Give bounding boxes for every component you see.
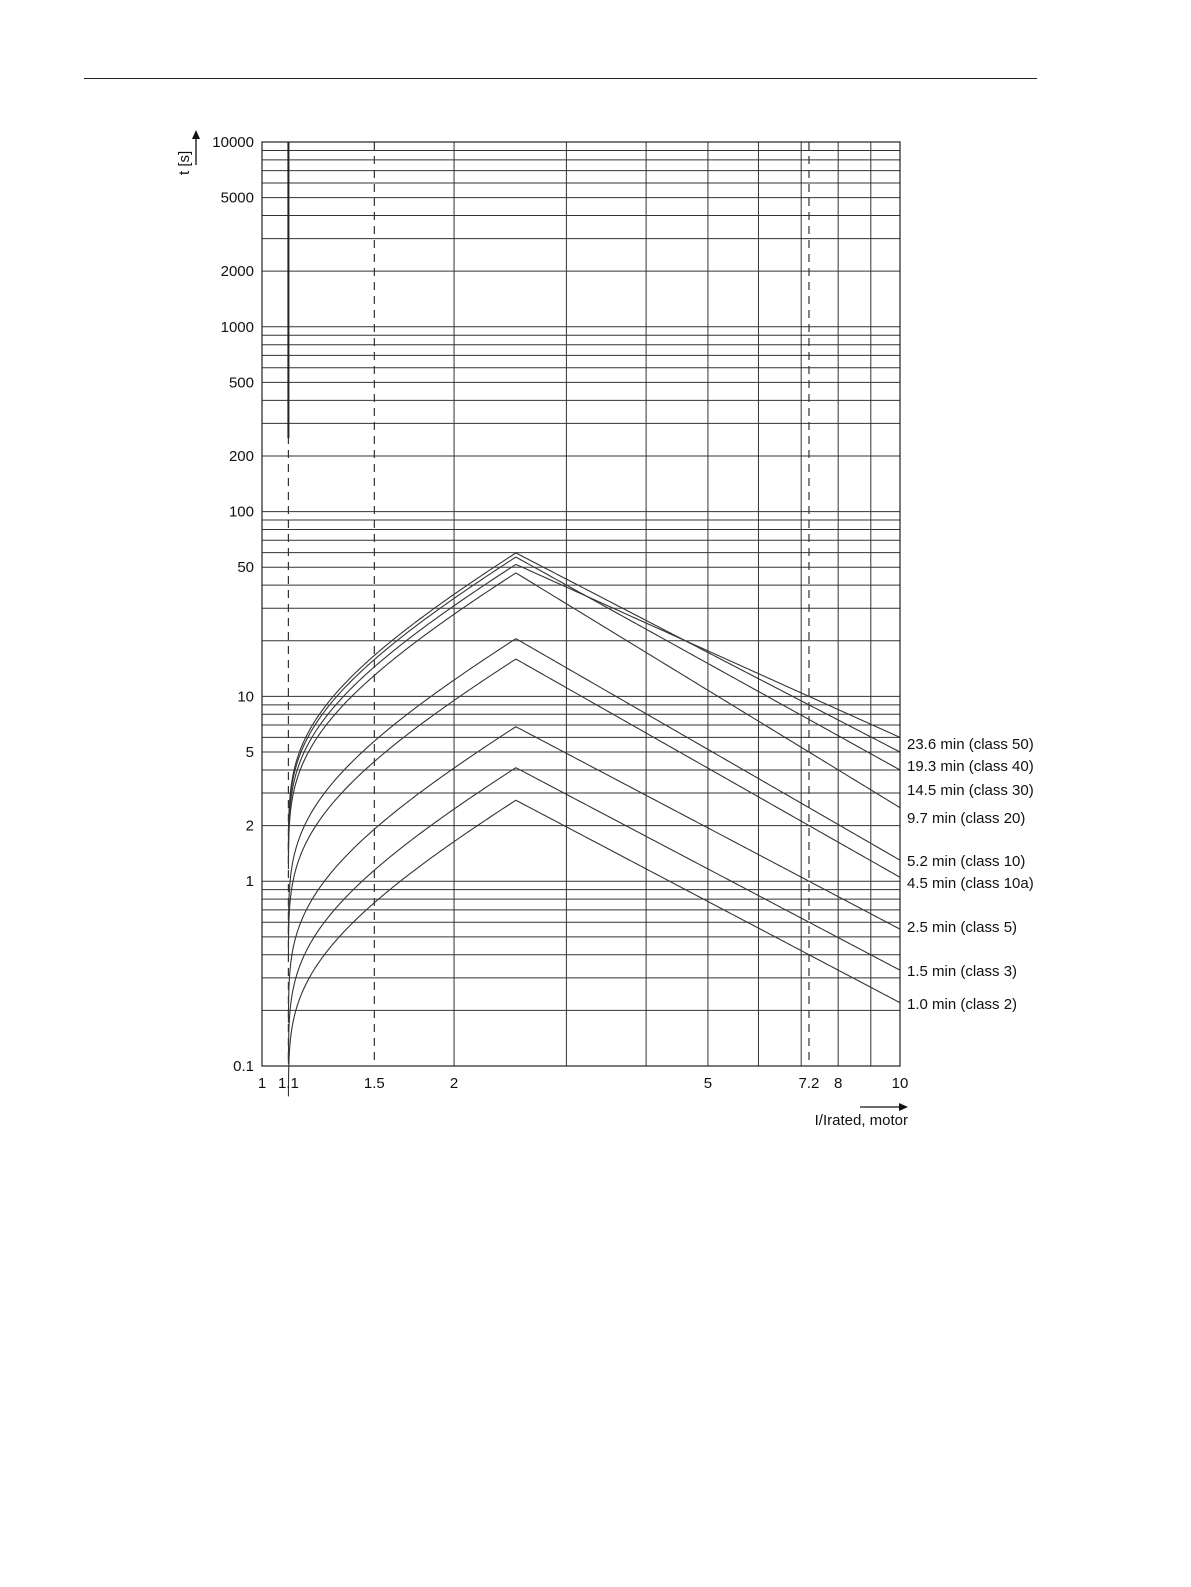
x-tick-labels (258, 1075, 909, 1092)
x-axis-arrow-icon (899, 1103, 908, 1111)
curve-labels (907, 736, 1034, 1013)
x-tick-label: 1.5 (363, 1075, 385, 1092)
y-tick-label: 50 (237, 559, 254, 577)
x-axis-label: I/Irated, motor (814, 1112, 908, 1129)
curve-label: 5.2 min (class 10) (907, 853, 1026, 870)
x-tick-label: 10 (891, 1075, 909, 1092)
x-tick-label: 8 (833, 1075, 843, 1092)
curve-label: 2.5 min (class 5) (907, 919, 1018, 936)
y-tick-label: 1 (245, 873, 254, 891)
y-tick-label: 10000 (212, 134, 254, 151)
curve-label: 1.5 min (class 3) (907, 963, 1018, 980)
curve-9 (288, 800, 900, 1096)
y-tick-label: 5 (245, 744, 254, 762)
y-tick-label: 1000 (220, 318, 254, 336)
y-axis-arrow-icon (192, 130, 200, 139)
x-tick-label: 1.1 (277, 1075, 299, 1092)
y-tick-label: 100 (228, 503, 254, 521)
curve-label: 14.5 min (class 30) (907, 782, 1034, 799)
y-tick-label: 2 (245, 817, 254, 835)
curve-label: 1.0 min (class 2) (907, 996, 1018, 1013)
curve-8 (288, 768, 900, 1064)
y-tick-label: 2000 (220, 263, 254, 281)
y-tick-label: 0.1 (233, 1058, 254, 1075)
plot-border (262, 142, 900, 1066)
curve-label: 4.5 min (class 10a) (907, 875, 1034, 892)
curve-label: 19.3 min (class 40) (907, 758, 1034, 775)
y-tick-label: 200 (228, 447, 254, 465)
curve-label: 9.7 min (class 20) (907, 810, 1026, 827)
x-gridlines (262, 142, 900, 1066)
y-tick-label: 10 (237, 688, 254, 706)
curve-5 (288, 639, 900, 935)
x-tick-label: 2 (449, 1075, 459, 1092)
curve-label: 23.6 min (class 50) (907, 736, 1034, 753)
plot-frame (262, 142, 900, 1066)
x-tick-label: 5 (703, 1075, 713, 1092)
curve-7 (288, 727, 900, 1023)
x-tick-label: 1 (257, 1075, 267, 1092)
x-tick-label: 7.2 (798, 1075, 820, 1092)
y-axis-label: t [s] (176, 150, 193, 175)
curve-1 (288, 564, 900, 860)
y-tick-label: 5000 (220, 189, 254, 207)
y-gridlines (262, 142, 900, 1066)
curve-2 (288, 553, 900, 849)
y-tick-label: 500 (228, 374, 254, 392)
trip-curves (288, 142, 900, 1096)
y-tick-labels (212, 134, 254, 1075)
